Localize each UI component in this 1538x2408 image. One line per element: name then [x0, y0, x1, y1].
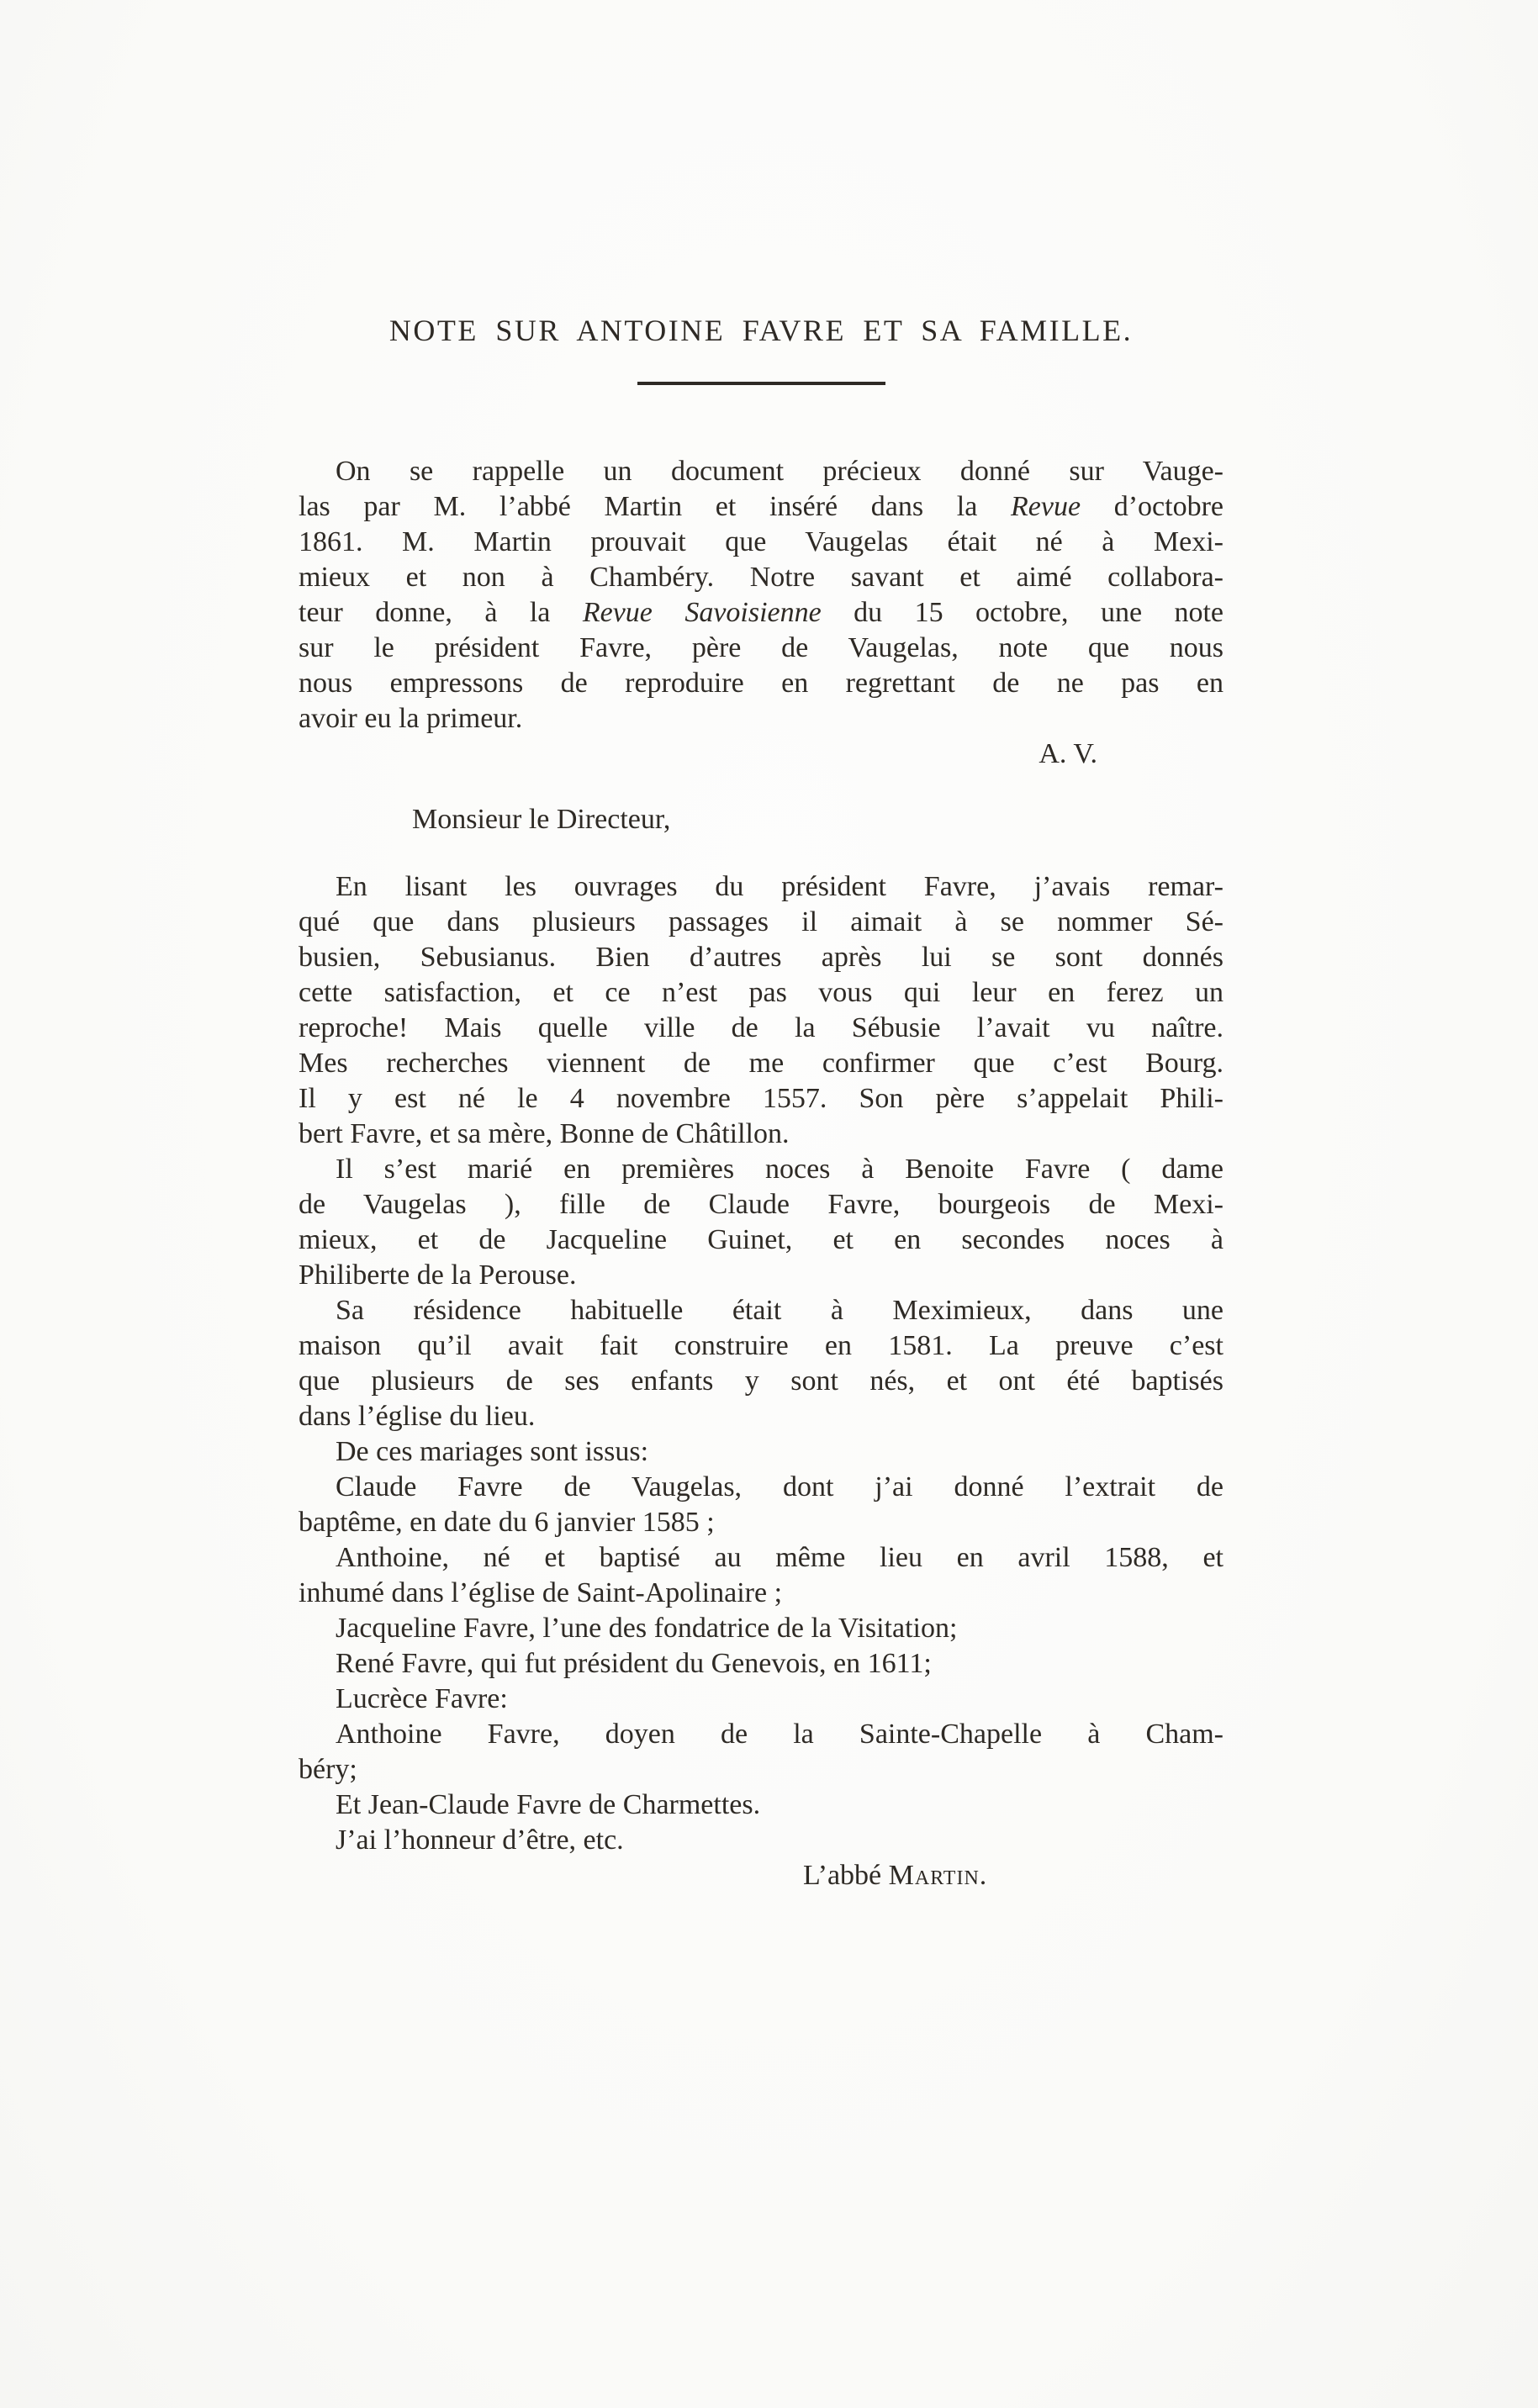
- text-line: [299, 1117, 1224, 1152]
- text-segment: d’octobre: [1081, 491, 1224, 522]
- text-segment: Sa résidence habituelle était à Meximieux, dans une: [336, 1295, 1224, 1326]
- text-segment: Anthoine Favre, doyen de la Sainte-Chapelle à Cham-: [336, 1719, 1224, 1750]
- text-line: [299, 1222, 1224, 1258]
- text-segment: 1861. M. Martin prouvait que Vaugelas était né à Mexi-: [299, 526, 1224, 557]
- text-segment: Lucrèce Favre:: [336, 1683, 508, 1714]
- text-segment: Philiberte de la Perouse.: [299, 1259, 577, 1291]
- text-line: [299, 1081, 1224, 1117]
- text-segment: sur le président Favre, père de Vaugelas, note que nous: [299, 632, 1224, 663]
- text-line: [299, 1152, 1224, 1187]
- page-title: NOTE SUR ANTOINE FAVRE ET SA FAMILLE.: [388, 314, 1134, 347]
- child-jean-claude: [299, 1788, 1224, 1823]
- text-line: [299, 1823, 1224, 1858]
- text-segment: L’abbé: [803, 1860, 889, 1891]
- text-segment: mieux, et de Jacqueline Guinet, et en secondes noces à: [299, 1224, 1224, 1255]
- text-line: [299, 1611, 1224, 1646]
- text-segment: bert Favre, et sa mère, Bonne de Châtillon.: [299, 1118, 790, 1149]
- closing-signature: [803, 1858, 1224, 1893]
- text-segment: avoir eu la primeur.: [299, 703, 523, 734]
- letter-paragraph-1: [299, 869, 1224, 1152]
- text-line: [803, 1858, 1224, 1893]
- child-lucrece: [299, 1682, 1224, 1717]
- text-line: [299, 560, 1224, 595]
- text-segment: On se rappelle un document précieux donné sur Vauge-: [336, 456, 1224, 487]
- text-segment: qué que dans plusieurs passages il aimait à se nommer Sé-: [299, 906, 1224, 937]
- child-jacqueline: [299, 1611, 1224, 1646]
- text-line: [299, 737, 1097, 772]
- text-line: [299, 1540, 1224, 1576]
- text-segment: Revue Savoisienne: [582, 597, 822, 628]
- text-line: [299, 666, 1224, 701]
- valediction: [299, 1823, 1224, 1858]
- text-segment: nous empressons de reproduire en regrettant de ne pas en: [299, 668, 1224, 699]
- text-segment: mieux et non à Chambéry. Notre savant et aimé collabora-: [299, 562, 1224, 593]
- text-line: [299, 1046, 1224, 1081]
- text-line: [299, 1187, 1224, 1222]
- text-segment: que plusieurs de ses enfants y sont nés, et ont été baptisés: [299, 1365, 1224, 1397]
- text-segment: du 15 octobre, une note: [821, 597, 1224, 628]
- text-segment: A. V.: [1039, 738, 1097, 769]
- title-divider: [637, 382, 885, 385]
- letter-paragraph-3: [299, 1293, 1224, 1434]
- text-line: [299, 1505, 1224, 1540]
- text-line: [299, 975, 1224, 1011]
- child-anthoine: [299, 1540, 1224, 1611]
- text-line: [299, 489, 1224, 525]
- text-segment: busien, Sebusianus. Bien d’autres après lui se sont donnés: [299, 942, 1224, 973]
- document-body: [299, 454, 1224, 1893]
- text-line: [299, 1682, 1224, 1717]
- editor-initials: [299, 737, 1224, 772]
- text-line: [299, 1717, 1224, 1752]
- text-line: [299, 1258, 1224, 1293]
- text-line: [299, 940, 1224, 975]
- text-line: [299, 905, 1224, 940]
- text-segment: De ces mariages sont issus:: [336, 1436, 649, 1467]
- child-anthoine-2: [299, 1717, 1224, 1788]
- text-line: [299, 1788, 1224, 1823]
- text-line: [299, 1434, 1224, 1470]
- text-segment: .: [979, 1860, 987, 1891]
- text-segment: de Vaugelas ), fille de Claude Favre, bourgeois de Mexi-: [299, 1189, 1224, 1220]
- text-segment: Revue: [1011, 491, 1081, 522]
- text-segment: Martin: [888, 1860, 980, 1891]
- text-segment: Claude Favre de Vaugelas, dont j’ai donné l’extrait de: [336, 1471, 1224, 1502]
- text-line: [412, 802, 1224, 837]
- text-segment: las par M. l’abbé Martin et inséré dans la: [299, 491, 1011, 522]
- text-segment: René Favre, qui fut président du Genevois, en 1611;: [336, 1648, 932, 1679]
- text-line: [299, 631, 1224, 666]
- text-segment: Il y est né le 4 novembre 1557. Son père s’appelait Phili-: [299, 1083, 1224, 1114]
- text-line: [299, 1293, 1224, 1328]
- text-line: [299, 701, 1224, 737]
- text-line: [299, 1328, 1224, 1364]
- text-line: [299, 1470, 1224, 1505]
- text-line: [299, 1011, 1224, 1046]
- text-segment: Et Jean-Claude Favre de Charmettes.: [336, 1789, 761, 1820]
- text-line: [299, 454, 1224, 489]
- text-line: [299, 1399, 1224, 1434]
- salutation: [412, 802, 1224, 837]
- text-segment: cette satisfaction, et ce n’est pas vous qui leur en ferez un: [299, 977, 1224, 1008]
- letter-paragraph-2: [299, 1152, 1224, 1293]
- child-rene: [299, 1646, 1224, 1682]
- text-segment: Anthoine, né et baptisé au même lieu en avril 1588, et: [336, 1542, 1224, 1573]
- text-segment: reproche! Mais quelle ville de la Sébusie l’avait vu naître.: [299, 1012, 1224, 1043]
- child-claude: [299, 1470, 1224, 1540]
- text-segment: En lisant les ouvrages du président Favre, j’avais remar-: [336, 871, 1224, 902]
- text-segment: dans l’église du lieu.: [299, 1401, 536, 1432]
- text-segment: béry;: [299, 1754, 357, 1785]
- text-segment: Mes recherches viennent de me confirmer que c’est Bourg.: [299, 1048, 1224, 1079]
- text-segment: Monsieur le Directeur,: [412, 804, 671, 835]
- text-line: [299, 595, 1224, 631]
- text-segment: Jacqueline Favre, l’une des fondatrice de la Visitation;: [336, 1613, 958, 1644]
- text-line: [299, 1646, 1224, 1682]
- text-line: [299, 1576, 1224, 1611]
- text-segment: J’ai l’honneur d’être, etc.: [336, 1824, 624, 1856]
- text-segment: inhumé dans l’église de Saint-Apolinaire ;: [299, 1577, 783, 1608]
- text-segment: baptême, en date du 6 janvier 1585 ;: [299, 1507, 715, 1538]
- text-line: [299, 1364, 1224, 1399]
- text-line: [299, 869, 1224, 905]
- text-line: [299, 1752, 1224, 1788]
- intro-paragraph: [299, 454, 1224, 737]
- marriages-intro: [299, 1434, 1224, 1470]
- text-segment: Il s’est marié en premières noces à Benoite Favre ( dame: [336, 1154, 1224, 1185]
- text-line: [299, 525, 1224, 560]
- text-segment: teur donne, à la: [299, 597, 583, 628]
- text-segment: maison qu’il avait fait construire en 1581. La preuve c’est: [299, 1330, 1224, 1361]
